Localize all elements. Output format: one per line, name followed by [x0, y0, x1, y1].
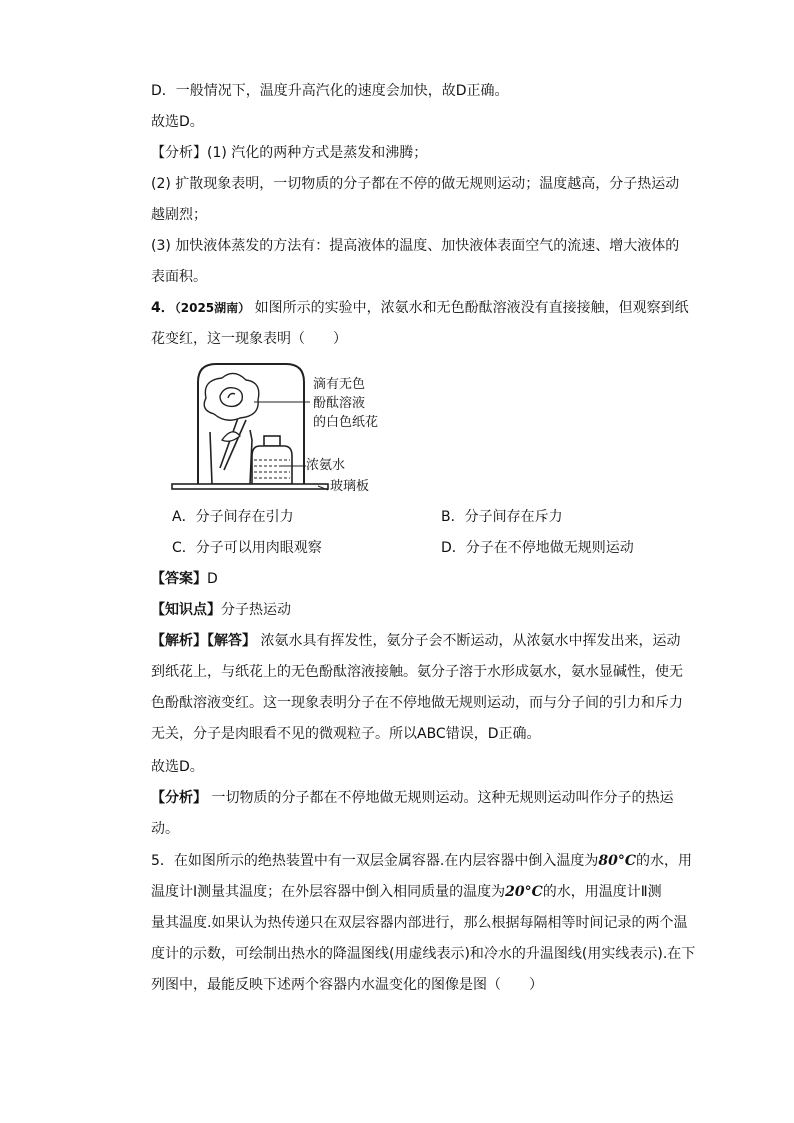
knowledge-point-value: 分子热运动 [221, 602, 291, 618]
paper-flower [204, 373, 259, 420]
line-6: (3) 加快液体蒸发的方法有：提高液体的温度、加快液体表面空气的流速、增大液体的 [151, 238, 680, 254]
line-7: 表面积。 [151, 269, 207, 285]
q4-stem-2: 花变红，这一现象表明（ ） [151, 331, 347, 347]
label-glass-plate: 玻璃板 [330, 479, 370, 494]
q5-line-2 [151, 882, 662, 902]
answer-row [151, 569, 218, 589]
answer-label: 【答案】 [151, 571, 207, 587]
q4-stem-1: 如图所示的实验中，浓氨水和无色酚酞溶液没有直接接触，但观察到纸 [254, 300, 689, 316]
glass-plate [172, 484, 328, 489]
note-row-1 [151, 788, 673, 808]
q5-temp-80: 80°C [598, 853, 636, 869]
line-1: D．一般情况下，温度升高汽化的速度会加快，故D正确。 [151, 83, 509, 99]
answer-value: D [207, 571, 218, 587]
knowledge-point-label: 【知识点】 [151, 602, 221, 618]
q5-text-1b: 的水，用 [635, 853, 692, 869]
analysis-label: 【解析】【解答】 [151, 633, 256, 649]
q5-line-5: 列图中，最能反映下述两个容器内水温变化的图像是图（ ） [151, 977, 543, 993]
knowledge-point-row [151, 600, 291, 620]
q4-number: 4． [151, 300, 175, 316]
analysis-row-1 [151, 631, 680, 651]
q5-line-1 [151, 851, 692, 871]
label-flower-2: 酚酞溶液 [313, 396, 366, 411]
q5-text-2a: 温度计Ⅰ测量其温度；在外层容器中倒入相同质量的温度为 [151, 884, 506, 900]
line-2: 故选D。 [151, 114, 204, 130]
ammonia-bottle [252, 436, 292, 484]
line-5: 越剧烈； [151, 207, 207, 223]
q5-line-4: 度计的示数，可绘制出热水的降温图线(用虚线表示)和冷水的升温图线(用实线表示).在下 [151, 946, 696, 962]
q5-temp-20: 20°C [505, 884, 543, 900]
note-text-1: 一切物质的分子都在不停地做无规则运动。这种无规则运动叫作分子的热运 [211, 790, 674, 806]
analysis-text-1: 浓氨水具有挥发性，氨分子会不断运动，从浓氨水中挥发出来，运动 [260, 633, 681, 649]
line-3: 【分析】(1) 汽化的两种方式是蒸发和沸腾； [151, 145, 428, 161]
label-ammonia: 浓氨水 [306, 458, 346, 473]
line-4: (2) 扩散现象表明，一切物质的分子都在不停的做无规则运动；温度越高，分子热运动 [151, 176, 680, 192]
analysis-row-2: 到纸花上，与纸花上的无色酚酞溶液接触。氨分子溶于水形成氨水，氨水显碱性，使无 [151, 664, 683, 680]
q5-text-1a: 5．在如图所示的绝热装置中有一双层金属容器.在内层容器中倒入温度为 [151, 853, 599, 869]
conclusion: 故选D。 [151, 759, 204, 775]
q4-source: （2025湖南） [174, 301, 251, 315]
option-c: C．分子可以用肉眼观察 [172, 540, 322, 556]
analysis-row-4: 无关，分子是肉眼看不见的微观粒子。所以ABC错误，D正确。 [151, 726, 541, 742]
note-label: 【分析】 [151, 790, 207, 806]
experiment-figure [168, 360, 408, 496]
option-d: D．分子在不停地做无规则运动 [441, 540, 634, 556]
q5-line-3: 量其温度.如果认为热传递只在双层容器内部进行，那么根据每隔相等时间记录的两个温 [151, 915, 688, 931]
label-flower-3: 的白色纸花 [313, 415, 379, 430]
question-4-stem [151, 298, 689, 318]
analysis-row-3: 色酚酞溶液变红。这一现象表明分子在不停地做无规则运动，而与分子间的引力和斥力 [151, 695, 683, 711]
option-b: B．分子间存在斥力 [441, 509, 563, 525]
q5-text-2b: 的水，用温度计Ⅱ测 [542, 884, 662, 900]
option-a: A．分子间存在引力 [172, 509, 294, 525]
label-flower-1: 滴有无色 [313, 377, 366, 392]
note-row-2: 动。 [151, 821, 179, 837]
